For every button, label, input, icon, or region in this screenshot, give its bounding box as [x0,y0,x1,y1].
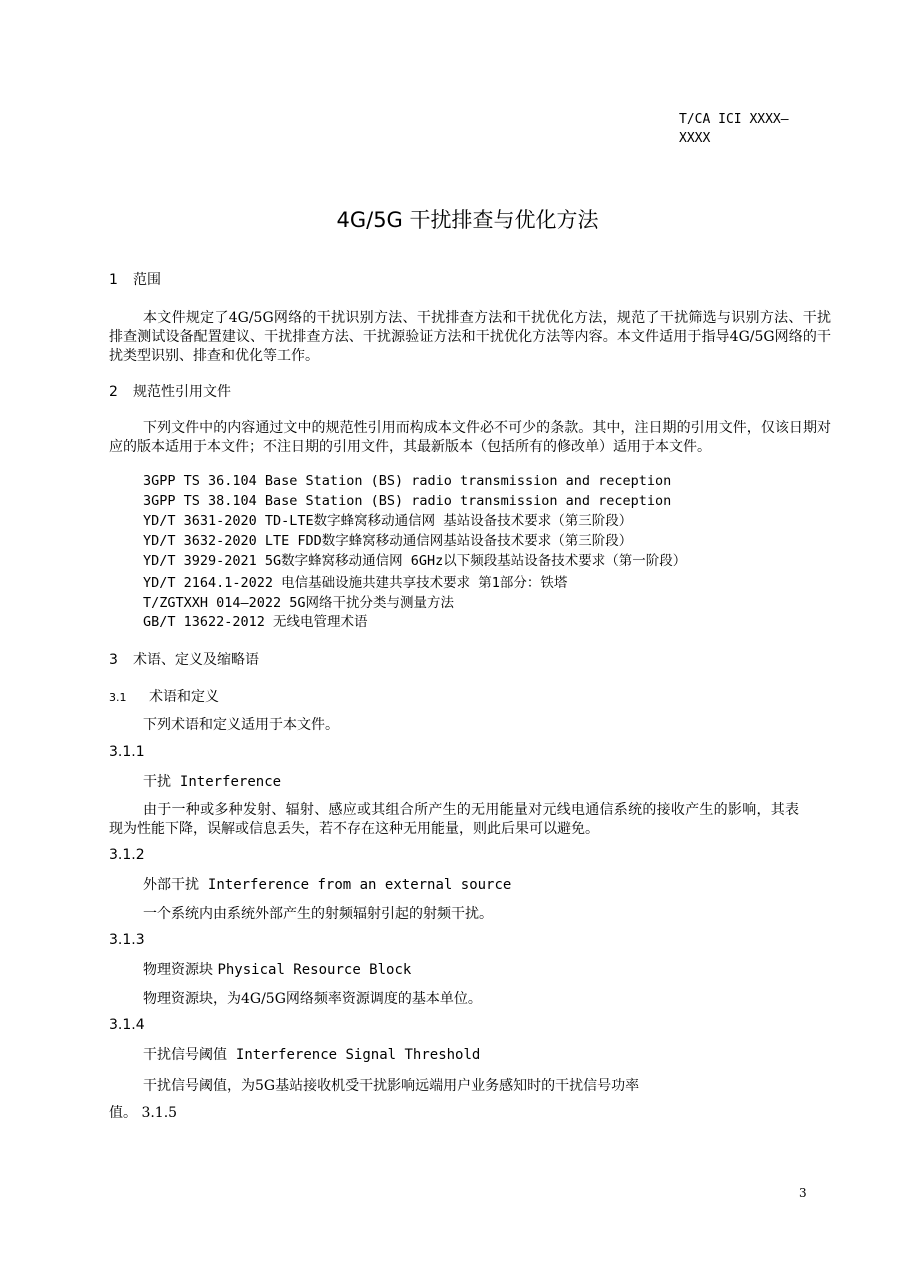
subsection-3-1-intro: 下列术语和定义适用于本文件。 [143,717,339,733]
section-1-title: 范围 [133,272,161,288]
clause-number: 3.1.3 [109,932,145,948]
reference-item: 3GPP TS 38.104 Base Station (BS) radio transmission and reception [143,493,672,509]
term-definition: 干扰信号阈值，为5G基站接收机受干扰影响远端用户业务感知时的干扰信号功率 [143,1078,640,1094]
section-2-title: 规范性引用文件 [133,384,231,400]
section-2-number: 2 [109,384,118,400]
section-2-paragraph: 下列文件中的内容通过文中的规范性引用而构成本文件必不可少的条款。其中，注日期的引用文件，仅该日期对应的版本适用于本文件；不注日期的引用文件，其最新版本（包括所有的修改单）适用于本文件。 [109,420,831,455]
section-3-number: 3 [109,652,118,668]
clause-number: 3.1.4 [109,1017,145,1033]
term-english: Interference from an external source [207,877,512,893]
section-1-heading [109,269,161,289]
term-name: 干扰 [143,774,171,790]
page-number: 3 [799,1186,807,1200]
document-code [679,110,789,148]
reference-item: YD/T 3631-2020 TD-LTE数字蜂窝移动通信网 基站设备技术要求（第三阶段） [143,513,633,529]
section-3-heading [109,649,259,669]
clause-number: 3.1.2 [109,847,145,863]
subsection-3-1-title: 术语和定义 [149,689,219,705]
term-definition: 由于一种或多种发射、辐射、感应或其组合所产生的无用能量对元线电通信系统的接收产生的影响，其表现为性能下降，误解或信息丢失，若不存在这种无用能量，则此后果可以避免。 [109,802,799,837]
term-name: 干扰信号阈值 [143,1047,227,1063]
subsection-3-1-number: 3.1 [109,691,127,704]
reference-item: GB/T 13622-2012 无线电管理术语 [143,614,368,630]
subsection-3-1-heading [109,686,219,706]
document-code-line2: XXXX [679,131,711,146]
clause-number: 3.1.1 [109,744,145,760]
term-heading [143,771,281,791]
term-heading [143,1044,480,1064]
document-title: 4G/5G 干扰排查与优化方法 [336,208,599,232]
term-english: Physical Resource Block [217,962,412,978]
term-definition: 一个系统内由系统外部产生的射频辐射引起的射频干扰。 [143,906,493,922]
section-2-heading [109,381,231,401]
document-code-line1: T/CA ICI XXXX— [679,112,789,127]
term-english: Interference [179,774,282,790]
section-3-title: 术语、定义及缩略语 [133,652,259,668]
term-name: 外部干扰 [143,877,199,893]
term-heading [143,874,511,894]
reference-item: YD/T 3632-2020 LTE FDD数字蜂窝移动通信网基站设备技术要求（第三阶段） [143,533,633,549]
term-definition: 物理资源块，为4G/5G网络频率资源调度的基本单位。 [143,991,482,1007]
term-english: Interference Signal Threshold [235,1047,481,1063]
term-name: 物理资源块 [143,962,213,978]
section-1-number: 1 [109,272,118,288]
reference-item: YD/T 3929-2021 5G数字蜂窝移动通信网 6GHz以下频段基站设备技术要求（第一阶段） [143,553,687,569]
term-heading [143,959,411,979]
section-1-paragraph: 本文件规定了4G/5G网络的干扰识别方法、干扰排查方法和干扰优化方法，规范了干扰筛选与识别方法、干扰排查测试设备配置建议、干扰排查方法、干扰源验证方法和干扰优化方法等内容。本文件适用于指导4G/5G网络的干扰类型识别、排查和优化等工作。 [109,310,831,364]
term-definition-continuation: 值。 3.1.5 [109,1105,178,1121]
reference-item: T/ZGTXXH 014—2022 5G网络干扰分类与测量方法 [143,595,455,611]
reference-item: YD/T 2164.1-2022 电信基础设施共建共享技术要求 第1部分：铁塔 [143,575,568,591]
reference-item: 3GPP TS 36.104 Base Station (BS) radio transmission and reception [143,473,672,489]
